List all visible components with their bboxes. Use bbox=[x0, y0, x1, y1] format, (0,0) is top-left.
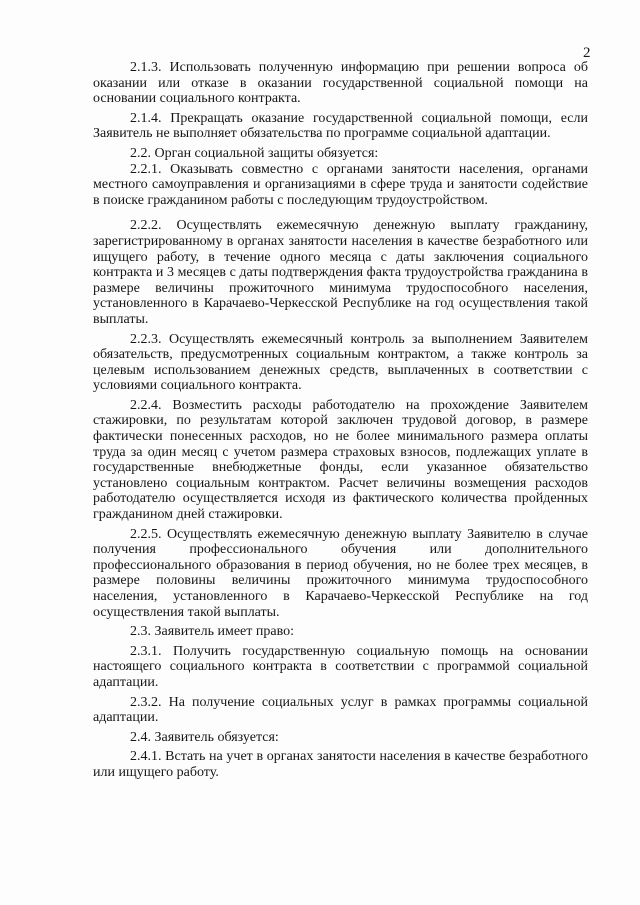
paragraph-2-2-5: 2.2.5. Осуществлять ежемесячную денежную выплату Заявителю в случае получения профессионального обучения или дополнительного профессионального образования в период обучения, но не более трех месяцев, в размере половины величины прожиточного минимума трудоспособного населения, установленного в Карачаево-Черкесской Республике на год осуществления такой выплаты. bbox=[93, 526, 588, 620]
paragraph-2-4: 2.4. Заявитель обязуется: bbox=[130, 729, 279, 745]
paragraph-2-2-2: 2.2.2. Осуществлять ежемесячную денежную выплату гражданину, зарегистрированному в органах занятости населения в качестве безработного или ищущего работу, в течение одного месяца с даты заключения социального контракта и 3 месяцев с даты подтверждения факта трудоустройства гражданина в размере величины прожиточного минимума трудоспособного населения, установленного в Карачаево-Черкесской Республике на год осуществления такой выплаты. bbox=[93, 218, 588, 327]
paragraph-2-2-1: 2.2.1. Оказывать совместно с органами занятости населения, органами местного самоуправления и организациями в сфере труда и занятости содействие в поиске гражданином работы с последующим трудоустройством. bbox=[93, 161, 588, 208]
paragraph-2-2-4: 2.2.4. Возместить расходы работодателю на прохождение Заявителем стажировки, по результатам которой заключен трудовой договор, в размере фактически понесенных расходов, но не более минимального размера оплаты труда за один месяц с учетом размера страховых взносов, подлежащих уплате в государственные внебюджетные фонды, если указанное обязательство установлено социальным контрактом. Расчет величины возмещения расходов работодателю осуществляется исходя из фактического количества пройденных гражданином дней стажировки. bbox=[93, 397, 588, 523]
paragraph-2-2-3: 2.2.3. Осуществлять ежемесячный контроль за выполнением Заявителем обязательств, предусмотренных социальным контрактом, а также контроль за целевым использованием денежных средств, выплаченных в соответствии с условиями социального контракта. bbox=[93, 331, 588, 394]
paragraph-2-3-2: 2.3.2. На получение социальных услуг в рамках программы социальной адаптации. bbox=[93, 694, 588, 726]
paragraph-2-3: 2.3. Заявитель имеет право: bbox=[130, 624, 294, 640]
paragraph-2-1-3: 2.1.3. Использовать полученную информацию при решении вопроса об оказании или отказе в оказании государственной социальной помощи на основании социального контракта. bbox=[93, 60, 588, 107]
paragraph-2-3-1: 2.3.1. Получить государственную социальную помощь на основании настоящего социального контракта в соответствии с программой социальной адаптации. bbox=[93, 643, 588, 690]
paragraph-2-2: 2.2. Орган социальной защиты обязуется: bbox=[130, 145, 379, 161]
document-body bbox=[93, 60, 588, 781]
paragraph-2-1-4: 2.1.4. Прекращать оказание государственной социальной помощи, если Заявитель не выполняет обязательства по программе социальной адаптации. bbox=[93, 110, 588, 142]
page-number: 2 bbox=[583, 45, 591, 61]
paragraph-2-4-1: 2.4.1. Встать на учет в органах занятости населения в качестве безработного или ищущего работу. bbox=[93, 749, 588, 780]
